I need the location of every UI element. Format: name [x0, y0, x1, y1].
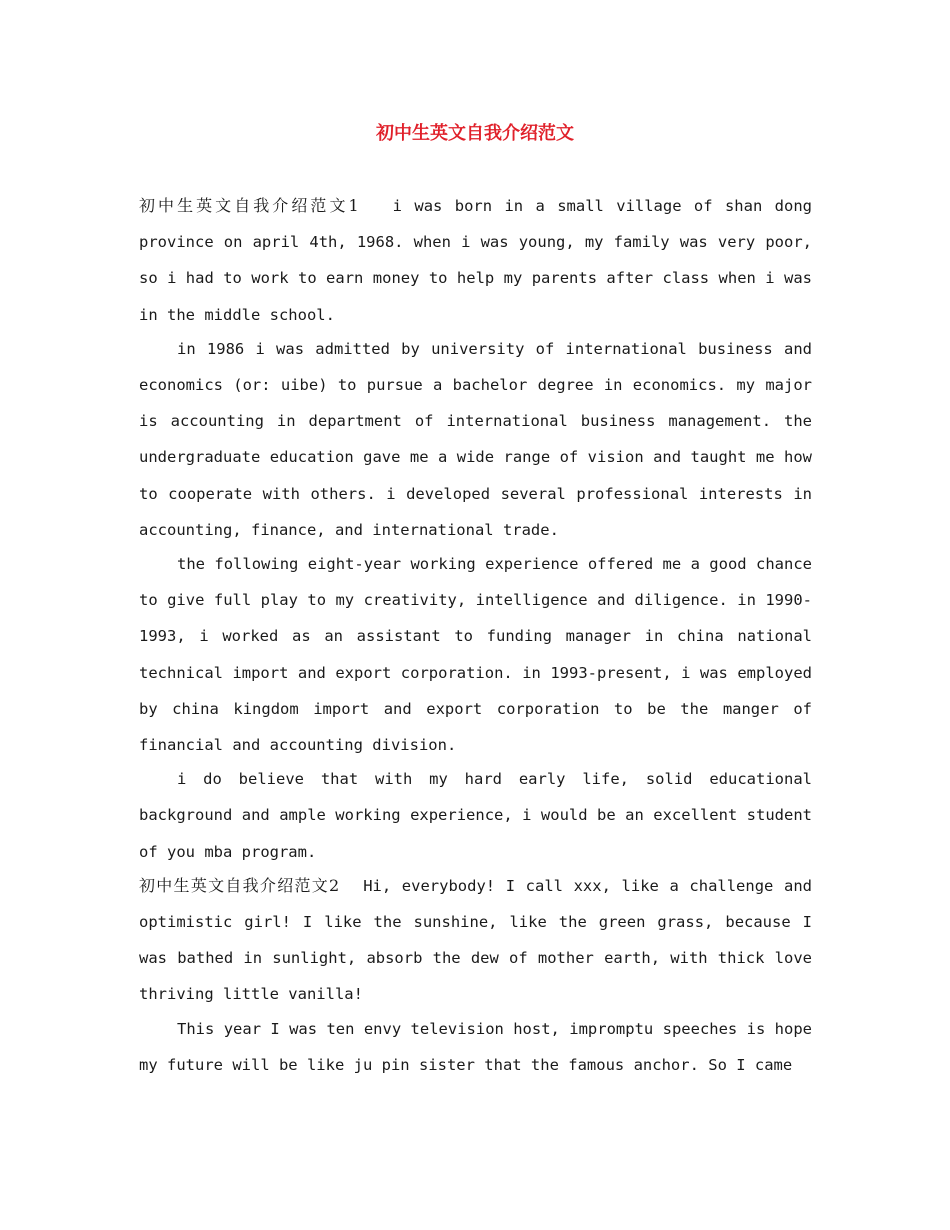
- section-2-paragraph-2: This year I was ten envy television host, impromptu speeches is hope my future will be like ju pin sister that the famous anchor. So I came: [139, 1019, 812, 1074]
- section-2-first-paragraph: [139, 868, 812, 1013]
- document-title: 初中生英文自我介绍范文: [376, 123, 574, 144]
- section-1-paragraph-3: the following eight-year working experience offered me a good chance to give full play to my creativity, intelligence and diligence. in 1990-1993, i worked as an assistant to funding manager in china national technical import and export corporation. in 1993-present, i was employed by china kingdom import and export corporation to be the manger of financial and accounting division.: [139, 555, 812, 755]
- section-2-first-text: Hi, everybody! I call xxx, like a challenge and optimistic girl! I like the sunshine, like the green grass, because I was bathed in sunlight, absorb the dew of mother earth, with thick love thriving little vanilla!: [139, 876, 812, 1004]
- section-1-paragraph-4: i do believe that with my hard early life, solid educational background and ample working experience, i would be an excellent student of you mba program.: [139, 770, 812, 861]
- document-body: [139, 188, 812, 1083]
- section-2-label: 初中生英文自我介绍范文2: [139, 875, 340, 895]
- section-1-first-paragraph: [139, 188, 812, 333]
- section-1-first-text: i was born in a small village of shan dong province on april 4th, 1968. when i was young, my family was very poor, so i had to work to earn money to help my parents after class when i was in the middle school.: [139, 197, 813, 324]
- section-1-paragraph-2: in 1986 i was admitted by university of international business and economics (or: uibe) to pursue a bachelor degree in economics. my major is accounting in department of international business management. the undergraduate education gave me a wide range of vision and taught me how to cooperate with others. i developed several professional interests in accounting, finance, and international trade.: [139, 339, 812, 539]
- section-1-label: 初中生英文自我介绍范文1: [139, 196, 359, 215]
